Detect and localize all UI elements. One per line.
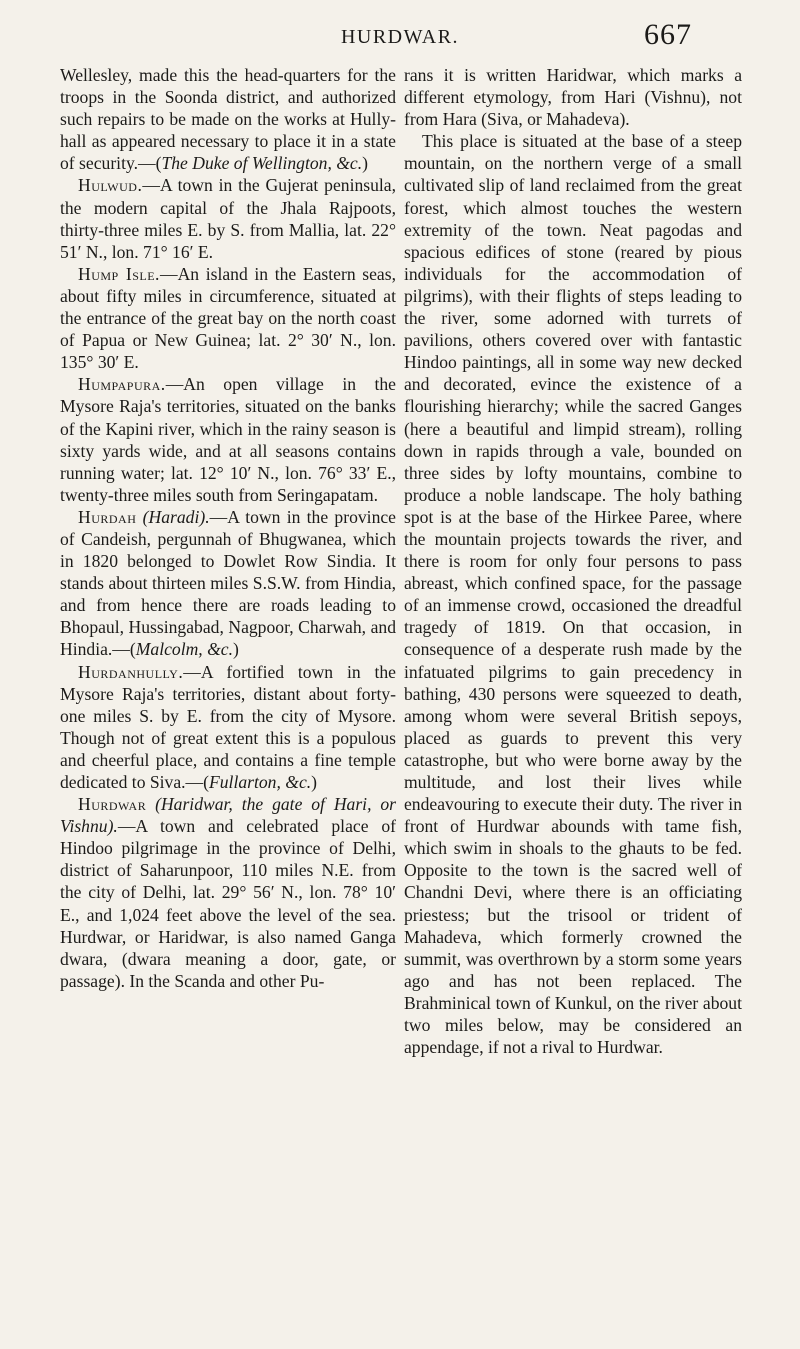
headword-variant: (Haradi). (136, 506, 210, 527)
entry-hurdwar: Hurdwar (Haridwar, the gate of Hari, or Vishnu).—A town and celebrated place of Hindoo pilgrimage in the province of Delhi, district of Saharunpoor, 110 miles N.E. from the city of Delhi, lat. 29° 56′ N., lon. 78° 10′ E., and 1,024 feet above the level of the sea. Hurdwar, or Haridwar, is also named Ganga dwara, (dwara meaning a door, gate, or passage). In the Scanda and other Pu- (60, 794, 396, 991)
headword: Hulwud. (78, 175, 143, 196)
source-citation: The Duke of Wellington, &c. (161, 153, 363, 174)
entry-hump-isle: Hump Isle.—An island in the Eastern seas, about fifty miles in circumference, situated at the entrance of the great bay on the north coast of Papua or New Guinea; lat. 2° 30′ N., lon. 135° 30′ E. (60, 263, 396, 373)
entry-hulwud: Hulwud.—A town in the Gujerat peninsula, the modern capital of the Jhala Rajpoots, thirty-three miles E. by S. from Mallia, lat. 22° 51′ N., lon. 71° 16′ E. (60, 175, 396, 262)
headword: Hurdanhully. (78, 661, 184, 682)
source-citation: Malcolm, &c. (135, 639, 233, 660)
running-head: HURDWAR. (340, 26, 460, 48)
source-citation: Fullarton, &c. (209, 772, 312, 792)
headword: Hurdwar (78, 794, 147, 815)
headword: Hump Isle. (78, 263, 160, 284)
left-column (60, 64, 396, 992)
headword: Hurdah (78, 506, 137, 527)
headword: Humpapura. (78, 374, 166, 395)
headword-variant: (Haridwar, the gate of Hari, or Vishnu). (60, 794, 396, 837)
page-header (0, 18, 800, 58)
entry-hurdanhully: Hurdanhully.—A fortified town in the Mysore Raja's territories, distant about forty-one miles S. by E. from the city of Mysore. Though not of great extent this is a populous and cheerful place, and contains a fine temple dedicated to Siva.—(Fullarton, &c.) (60, 661, 396, 792)
hurdwar-description: This place is situated at the base of a steep mountain, on the northern verge of a small cultivated slip of land reclaimed from the great forest, which almost touches the western extremity of the town. Neat pagodas and spacious edifices of stone (reared by pious individuals for the accommodation of pilgrims), with their flights of steps leading to the river, some adorned with turrets of pavilions, others covered over with fantastic Hindoo paintings, all in some way new decked and decorated, evince the existence of a flourishing hierarchy; while the sacred Ganges (here a beautiful and limpid stream), rolling down in rapids through a vale, bounded on three sides by lofty mountains, combine to produce a noble landscape. The holy bathing spot is at the base of the Hirkee Paree, where the mountain projects towards the river, and there is room for only four persons to pass abreast, which confined space, for the passage of an immense crowd, occasioned the dreadful tragedy of 1819. On that occasion, in consequence of a desperate rush made by the infatuated pilgrims to gain precedency in bathing, 430 persons were squeezed to death, among whom were several British sepoys, placed as guards to prevent this very catastrophe, but who were borne away by the multitude, and lost their lives while endeavouring to execute their duty. The river in front of Hurdwar abounds with tame fish, which swim in shoals to the ghauts to be fed. Opposite to the town is the sacred well of Chandni Devi, where there is an officiating priestess; but the trisool or trident of Mahadeva, which formerly crowned the summit, was overthrown by a storm some years ago and has not been replaced. The Brahminical town of Kunkul, on the river about two miles below, may be considered an appendage, if not a rival to Hurdwar. (404, 131, 742, 1058)
right-column (404, 64, 742, 1058)
entry-hurdah: Hurdah (Haradi).—A town in the province of Candeish, pergunnah of Bhugwanea, which in 1820 belonged to Dowlet Row Sindia. It stands about thirteen miles S.S.W. from Hindia, and from hence there are roads leading to Bhopaul, Hussingabad, Nagpoor, Charwah, and Hindia.—(Malcolm, &c.) (60, 506, 396, 660)
page-number: 667 (644, 18, 692, 51)
entry-hurdwar-continued: rans it is written Haridwar, which marks a different etymology, from Hari (Vishnu), not from Hara (Siva, or Mahadeva). (404, 65, 742, 130)
entry-humpapura: Humpapura.—An open village in the Mysore Raja's territories, situated on the banks of the Kapini river, which in the rainy season is sixty yards wide, and at all seasons contains running water; lat. 12° 10′ N., lon. 76° 33′ E., twenty-three miles south from Seringapatam. (60, 374, 396, 505)
entry-continuation: Wellesley, made this the head-quarters for the troops in the Soonda district, and authorized such repairs to be made on the works at Hully-hall as appeared necessary to place it in a state of security.—(The Duke of Wellington, &c.) (60, 65, 396, 174)
